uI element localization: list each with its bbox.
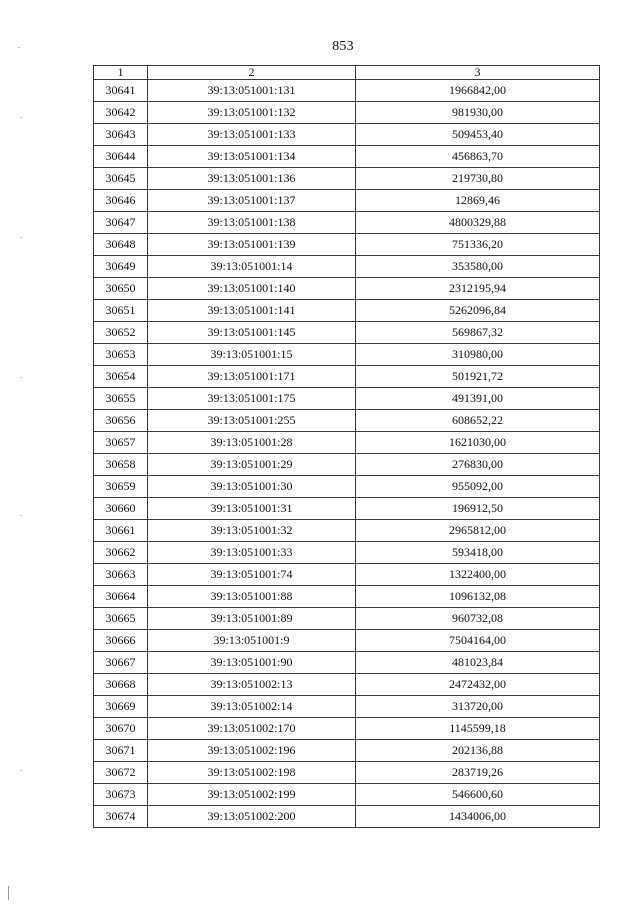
row-number-cell: 30664: [94, 586, 148, 608]
row-number-cell: 30642: [94, 102, 148, 124]
table-row: [94, 498, 600, 520]
table-row: [94, 608, 600, 630]
row-number-cell: 30643: [94, 124, 148, 146]
cadastral-value-cell: 509453,40: [356, 124, 600, 146]
column-header-1: 1: [94, 66, 148, 80]
row-number-cell: 30672: [94, 762, 148, 784]
cadastral-number-cell: 39:13:051002:199: [148, 784, 356, 806]
table-row: [94, 300, 600, 322]
table-row: [94, 432, 600, 454]
cadastral-number-cell: 39:13:051001:139: [148, 234, 356, 256]
row-number-cell: 30671: [94, 740, 148, 762]
cadastral-number-cell: 39:13:051001:136: [148, 168, 356, 190]
cadastral-value-cell: 491391,00: [356, 388, 600, 410]
row-number-cell: 30673: [94, 784, 148, 806]
cadastral-number-cell: 39:13:051001:15: [148, 344, 356, 366]
cadastral-value-cell: 1096132,08: [356, 586, 600, 608]
cadastral-number-cell: 39:13:051001:138: [148, 212, 356, 234]
cadastral-number-cell: 39:13:051001:33: [148, 542, 356, 564]
row-number-cell: 30650: [94, 278, 148, 300]
cadastral-value-cell: 1322400,00: [356, 564, 600, 586]
cadastral-value-cell: 981930,00: [356, 102, 600, 124]
cadastral-value-cell: 310980,00: [356, 344, 600, 366]
cadastral-number-cell: 39:13:051001:30: [148, 476, 356, 498]
cadastral-number-cell: 39:13:051001:90: [148, 652, 356, 674]
row-number-cell: 30654: [94, 366, 148, 388]
table-row: [94, 410, 600, 432]
cadastral-number-cell: 39:13:051001:141: [148, 300, 356, 322]
scan-artifact: [20, 117, 22, 118]
cadastral-number-cell: 39:13:051002:196: [148, 740, 356, 762]
cadastral-value-cell: 608652,22: [356, 410, 600, 432]
table-row: [94, 234, 600, 256]
cadastral-number-cell: 39:13:051001:171: [148, 366, 356, 388]
column-header-3: 3: [356, 66, 600, 80]
table-row: [94, 762, 600, 784]
cadastral-number-cell: 39:13:051001:14: [148, 256, 356, 278]
cadastral-number-cell: 39:13:051001:134: [148, 146, 356, 168]
row-number-cell: 30670: [94, 718, 148, 740]
cadastral-value-cell: 569867,32: [356, 322, 600, 344]
scan-artifact: [20, 237, 22, 238]
table-row: [94, 630, 600, 652]
cadastral-value-cell: 196912,50: [356, 498, 600, 520]
cadastral-value-cell: 1434006,00: [356, 806, 600, 828]
scan-artifact: [18, 47, 20, 48]
table-row: [94, 740, 600, 762]
cadastral-number-cell: 39:13:051001:137: [148, 190, 356, 212]
cadastral-value-cell: 481023,84: [356, 652, 600, 674]
table-row: [94, 190, 600, 212]
table-row: [94, 80, 600, 102]
scan-artifact: [20, 377, 22, 378]
row-number-cell: 30661: [94, 520, 148, 542]
row-number-cell: 30652: [94, 322, 148, 344]
table-header: [94, 66, 600, 80]
table-row: [94, 696, 600, 718]
table-row: [94, 124, 600, 146]
cadastral-number-cell: 39:13:051001:74: [148, 564, 356, 586]
cadastral-number-cell: 39:13:051001:175: [148, 388, 356, 410]
cadastral-value-cell: 501921,72: [356, 366, 600, 388]
cadastral-number-cell: 39:13:051001:131: [148, 80, 356, 102]
cadastral-value-cell: 546600,60: [356, 784, 600, 806]
cadastral-number-cell: 39:13:051001:32: [148, 520, 356, 542]
cadastral-number-cell: 39:13:051002:200: [148, 806, 356, 828]
table-row: [94, 256, 600, 278]
row-number-cell: 30674: [94, 806, 148, 828]
cadastral-number-cell: 39:13:051001:255: [148, 410, 356, 432]
cadastral-value-cell: 1621030,00: [356, 432, 600, 454]
cadastral-number-cell: 39:13:051001:132: [148, 102, 356, 124]
row-number-cell: 30665: [94, 608, 148, 630]
cadastral-number-cell: 39:13:051001:31: [148, 498, 356, 520]
table-row: [94, 586, 600, 608]
table-row: [94, 278, 600, 300]
table-body: [94, 80, 600, 828]
table-row: [94, 168, 600, 190]
table-row: [94, 520, 600, 542]
cadastral-value-cell: 2472432,00: [356, 674, 600, 696]
column-header-2: 2: [148, 66, 356, 80]
table-row: [94, 652, 600, 674]
header-row: [94, 66, 600, 80]
table-row: [94, 806, 600, 828]
table-row: [94, 388, 600, 410]
table-row: [94, 366, 600, 388]
cadastral-value-cell: 2312195,94: [356, 278, 600, 300]
cadastral-value-cell: 353580,00: [356, 256, 600, 278]
cadastral-number-cell: 39:13:051001:133: [148, 124, 356, 146]
row-number-cell: 30667: [94, 652, 148, 674]
cadastral-value-cell: 751336,20: [356, 234, 600, 256]
cadastral-number-cell: 39:13:051001:145: [148, 322, 356, 344]
cadastral-number-cell: 39:13:051001:88: [148, 586, 356, 608]
table-row: [94, 454, 600, 476]
table-row: [94, 674, 600, 696]
cadastral-number-cell: 39:13:051001:29: [148, 454, 356, 476]
row-number-cell: 30644: [94, 146, 148, 168]
row-number-cell: 30662: [94, 542, 148, 564]
cadastral-number-cell: 39:13:051002:198: [148, 762, 356, 784]
cadastral-number-cell: 39:13:051002:13: [148, 674, 356, 696]
row-number-cell: 30649: [94, 256, 148, 278]
cadastral-number-cell: 39:13:051001:28: [148, 432, 356, 454]
row-number-cell: 30658: [94, 454, 148, 476]
scan-artifact: [20, 515, 22, 516]
cadastral-value-cell: 283719,26: [356, 762, 600, 784]
cadastral-value-cell: 4800329,88: [356, 212, 600, 234]
cadastral-value-cell: 12869,46: [356, 190, 600, 212]
row-number-cell: 30657: [94, 432, 148, 454]
cadastral-value-cell: 219730,80: [356, 168, 600, 190]
cadastral-value-cell: 960732,08: [356, 608, 600, 630]
row-number-cell: 30646: [94, 190, 148, 212]
table-row: [94, 476, 600, 498]
page-number: 853: [332, 39, 354, 54]
table-row: [94, 564, 600, 586]
cadastral-value-cell: 313720,00: [356, 696, 600, 718]
cadastral-value-cell: 593418,00: [356, 542, 600, 564]
cadastral-value-cell: 7504164,00: [356, 630, 600, 652]
cadastral-value-cell: 955092,00: [356, 476, 600, 498]
table-row: [94, 542, 600, 564]
cadastral-value-cell: 456863,70: [356, 146, 600, 168]
scan-artifact: [20, 770, 22, 771]
cadastral-value-table: [93, 65, 600, 828]
row-number-cell: 30656: [94, 410, 148, 432]
cadastral-value-cell: 1145599,18: [356, 718, 600, 740]
row-number-cell: 30660: [94, 498, 148, 520]
cadastral-value-cell: 276830,00: [356, 454, 600, 476]
table-row: [94, 718, 600, 740]
row-number-cell: 30669: [94, 696, 148, 718]
cadastral-number-cell: 39:13:051001:89: [148, 608, 356, 630]
table-row: [94, 146, 600, 168]
row-number-cell: 30659: [94, 476, 148, 498]
table-row: [94, 102, 600, 124]
row-number-cell: 30641: [94, 80, 148, 102]
table-row: [94, 784, 600, 806]
cadastral-value-cell: 5262096,84: [356, 300, 600, 322]
row-number-cell: 30651: [94, 300, 148, 322]
cadastral-number-cell: 39:13:051002:14: [148, 696, 356, 718]
row-number-cell: 30663: [94, 564, 148, 586]
cadastral-value-cell: 1966842,00: [356, 80, 600, 102]
row-number-cell: 30666: [94, 630, 148, 652]
table-row: [94, 212, 600, 234]
row-number-cell: 30648: [94, 234, 148, 256]
cadastral-value-cell: 2965812,00: [356, 520, 600, 542]
cadastral-number-cell: 39:13:051001:9: [148, 630, 356, 652]
table-row: [94, 322, 600, 344]
row-number-cell: 30645: [94, 168, 148, 190]
cadastral-number-cell: 39:13:051001:140: [148, 278, 356, 300]
cadastral-value-cell: 202136,88: [356, 740, 600, 762]
cadastral-number-cell: 39:13:051002:170: [148, 718, 356, 740]
table-row: [94, 344, 600, 366]
row-number-cell: 30668: [94, 674, 148, 696]
row-number-cell: 30655: [94, 388, 148, 410]
row-number-cell: 30647: [94, 212, 148, 234]
row-number-cell: 30653: [94, 344, 148, 366]
scan-artifact: [8, 886, 9, 900]
